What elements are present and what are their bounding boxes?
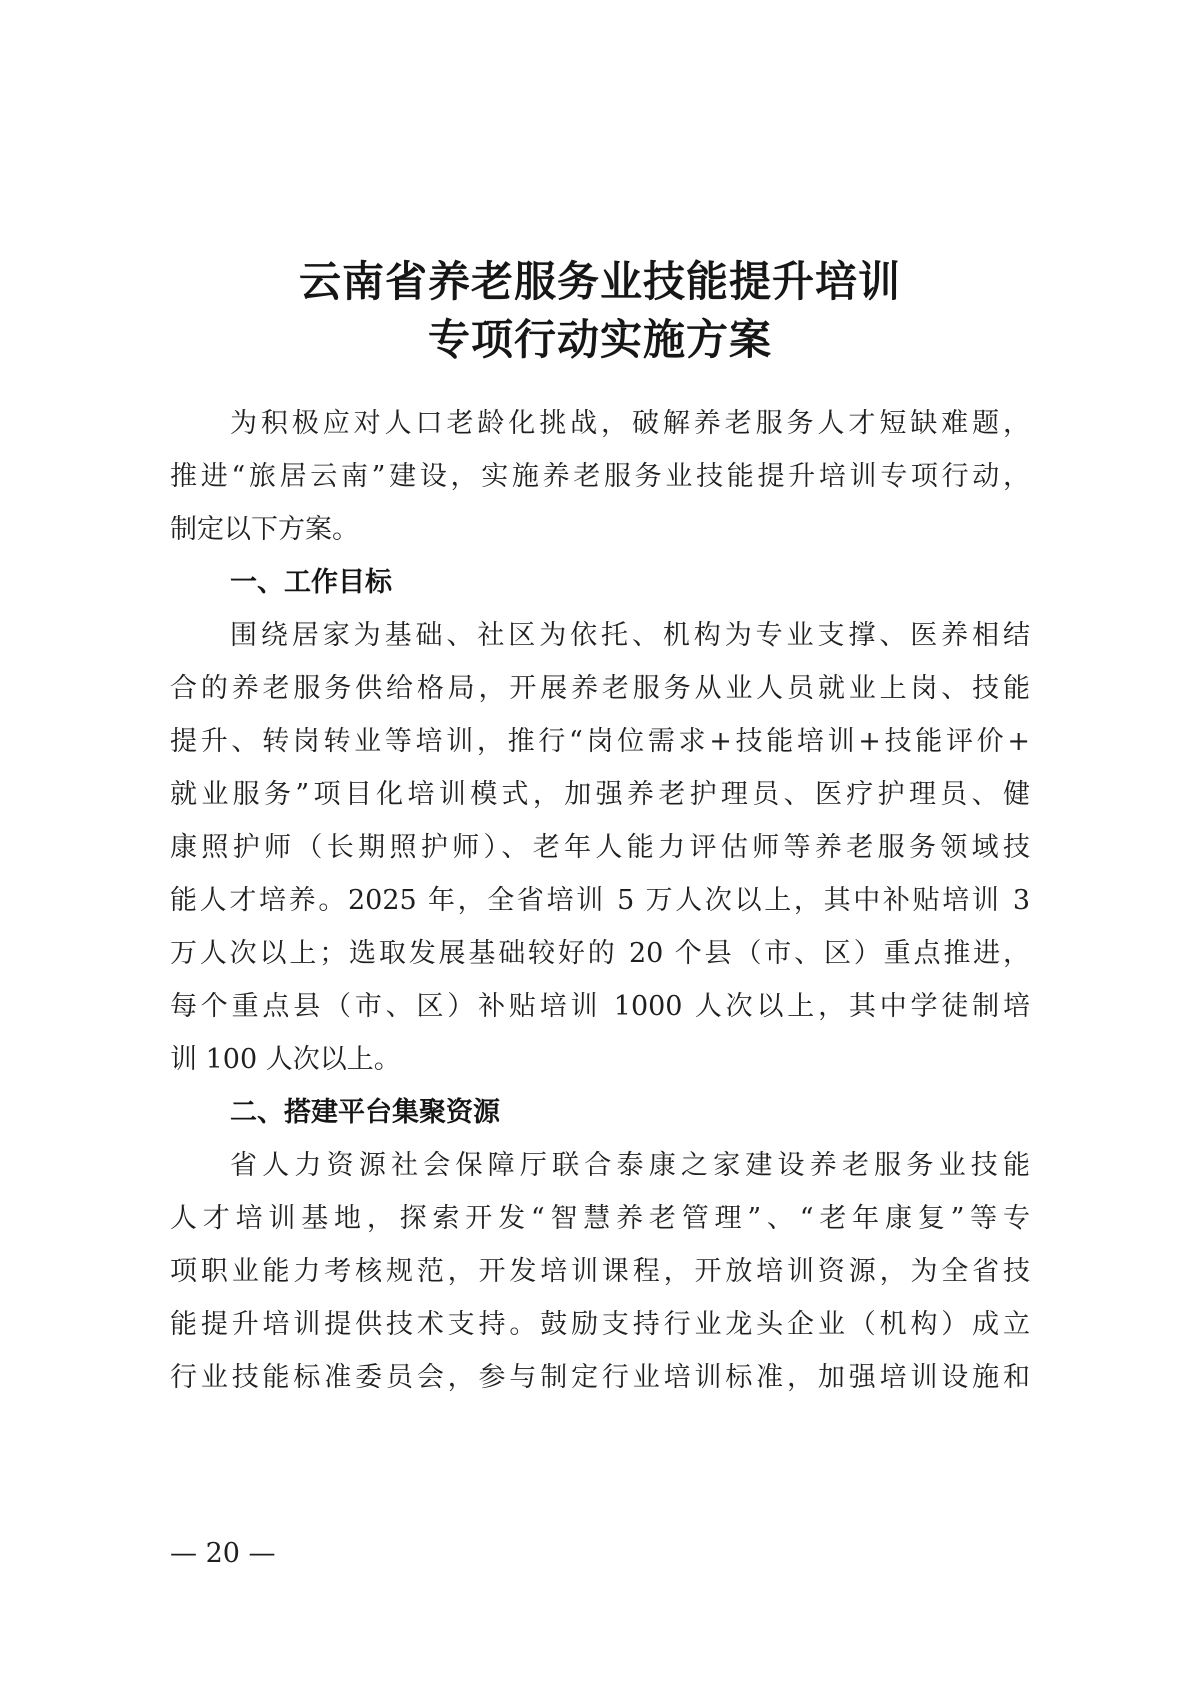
section2-line-1: 省人力资源社会保障厅联合泰康之家建设养老服务业技能 xyxy=(230,1150,1030,1181)
section2-line-4: 能提升培训提供技术支持。鼓励支持行业龙头企业（机构）成立 xyxy=(170,1309,1030,1340)
document-title-line-1: 云南省养老服务业技能提升培训 xyxy=(298,257,901,306)
section1-line-7: 万人次以上；选取发展基础较好的 20 个县（市、区）重点推进， xyxy=(170,938,1030,969)
section1-line-4: 就业服务”项目化培训模式，加强养老护理员、医疗护理员、健 xyxy=(170,779,1030,810)
section-heading-2: 二、搭建平台集聚资源 xyxy=(230,1097,500,1128)
intro-line-2: 推进“旅居云南”建设，实施养老服务业技能提升培训专项行动， xyxy=(170,461,1030,492)
section1-line-2: 合的养老服务供给格局，开展养老服务从业人员就业上岗、技能 xyxy=(170,673,1030,704)
section-heading-1: 一、工作目标 xyxy=(230,567,392,598)
page-number: — 20 — xyxy=(170,1538,276,1569)
section1-line-5: 康照护师（长期照护师）、老年人能力评估师等养老服务领域技 xyxy=(170,832,1030,863)
section1-line-6: 能人才培养。2025 年，全省培训 5 万人次以上，其中补贴培训 3 xyxy=(170,885,1030,916)
section1-line-9: 训 100 人次以上。 xyxy=(170,1044,401,1075)
document-title-line-2: 专项行动实施方案 xyxy=(427,315,772,364)
section2-line-2: 人才培训基地，探索开发“智慧养老管理”、“老年康复”等专 xyxy=(170,1203,1030,1234)
section1-line-3: 提升、转岗转业等培训，推行“岗位需求+技能培训+技能评价+ xyxy=(170,726,1030,757)
intro-line-1: 为积极应对人口老龄化挑战，破解养老服务人才短缺难题， xyxy=(230,408,1030,439)
section1-line-1: 围绕居家为基础、社区为依托、机构为专业支撑、医养相结 xyxy=(230,620,1030,651)
section2-line-3: 项职业能力考核规范，开发培训课程，开放培训资源，为全省技 xyxy=(170,1256,1030,1287)
section1-line-8: 每个重点县（市、区）补贴培训 1000 人次以上，其中学徒制培 xyxy=(170,991,1030,1022)
intro-line-3: 制定以下方案。 xyxy=(170,514,359,545)
section2-line-5: 行业技能标准委员会，参与制定行业培训标准，加强培训设施和 xyxy=(170,1362,1030,1393)
